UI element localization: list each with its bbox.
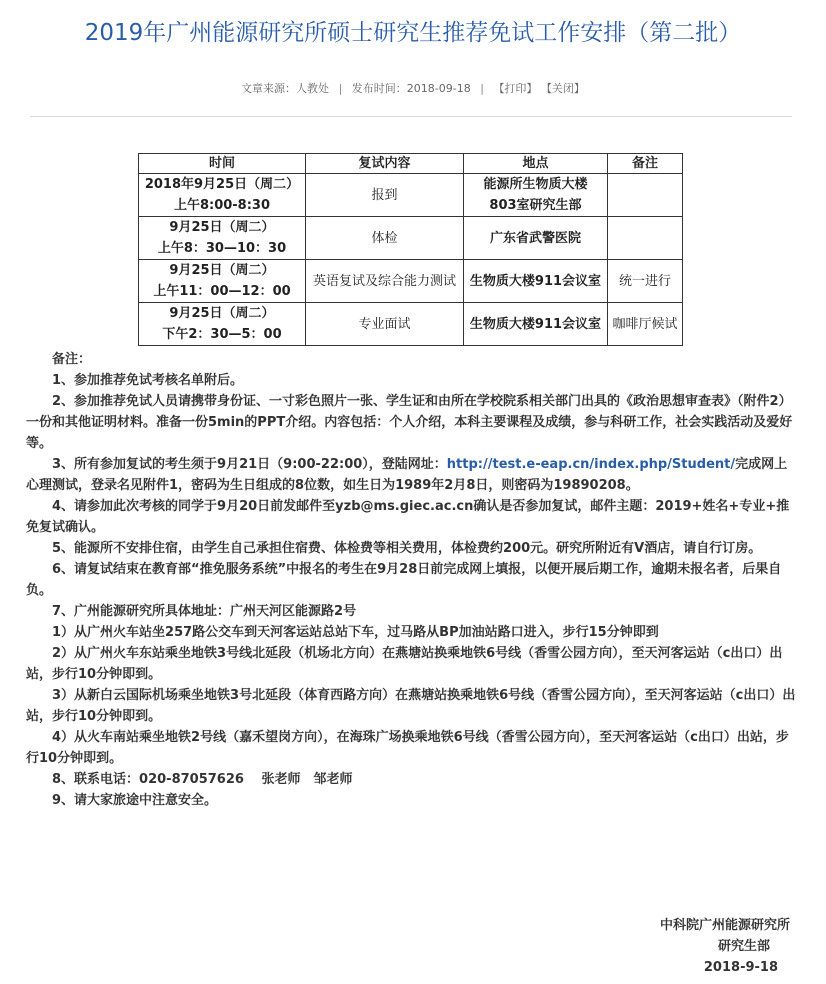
note-item xyxy=(26,454,796,496)
note-cell xyxy=(608,217,683,260)
note-item: 1、参加推荐免试考核名单附后。 xyxy=(52,373,244,388)
place-cell: 广东省武警医院 xyxy=(464,217,608,260)
meta-separator: | xyxy=(480,82,484,95)
note-text: 完成网上心理测试，登录名见附件1，密码为生日组成的8位数，如生日为1989年2月8日，则密码为19890208。 xyxy=(26,457,788,493)
header-content: 复试内容 xyxy=(306,154,464,174)
signature-dept: 研究生部 xyxy=(717,939,770,954)
meta-separator: | xyxy=(338,82,343,95)
time-date: 2018年9月25日（周二） xyxy=(144,177,300,192)
publish-date: 发布时间：2018-09-18 xyxy=(351,82,471,95)
note-item: 7、广州能源研究所具体地址：广州天河区能源路2号 xyxy=(52,604,357,619)
time-date: 9月25日（周二） xyxy=(169,306,275,321)
signature-date: 2018-9-18 xyxy=(703,960,778,975)
close-link[interactable]: 【关闭】 xyxy=(540,82,585,95)
note-text: 3、所有参加复试的考生须于9月21日（9:00-22:00），登陆网址： xyxy=(52,457,447,472)
content-cell: 英语复试及综合能力测试 xyxy=(306,260,464,303)
note-item: 8、联系电话：020-87057626 张老师 邹老师 xyxy=(52,772,353,787)
test-url-link[interactable]: http://test.e-eap.cn/index.php/Student/ xyxy=(446,457,736,472)
table-header-row xyxy=(139,154,683,174)
time-cell xyxy=(139,217,306,260)
place-line: 能源所生物质大楼 xyxy=(483,177,588,192)
place-cell: 生物质大楼911会议室 xyxy=(464,260,608,303)
schedule-table xyxy=(138,153,683,346)
note-item: 5、能源所不安排住宿，由学生自己承担住宿费、体检费等相关费用，体检费约200元。研究所附近有V酒店，请自行订房。 xyxy=(52,541,762,556)
header-time: 时间 xyxy=(139,154,306,174)
time-range: 下午2：30—5：00 xyxy=(162,327,282,342)
article-title: 2019年广州能源研究所硕士研究生推荐免试工作安排（第二批） xyxy=(84,20,742,46)
time-range: 上午11：00—12：00 xyxy=(153,284,291,299)
content-cell: 报到 xyxy=(306,174,464,217)
table-row xyxy=(139,174,683,217)
source-label: 文章来源：人教处 xyxy=(241,82,330,95)
route-item: 1）从广州火车站坐257路公交车到天河客运站总站下车，过马路从BP加油站路口进入，步行15分钟即到 xyxy=(52,625,659,640)
route-item: 2）从广州火车东站乘坐地铁3号线北延段（机场北方向）在燕塘站换乘地铁6号线（香雪公园方向），至天河客运站（c出口）出站，步行10分钟即到。 xyxy=(26,646,783,682)
notes-heading: 备注： xyxy=(52,352,92,367)
place-cell xyxy=(464,174,608,217)
article-meta xyxy=(0,80,826,96)
signature-block xyxy=(660,915,790,978)
place-cell: 生物质大楼911会议室 xyxy=(464,303,608,346)
time-cell xyxy=(139,303,306,346)
title-divider xyxy=(30,116,792,117)
note-cell: 统一进行 xyxy=(608,260,683,303)
note-cell xyxy=(608,174,683,217)
place-line: 803室研究生部 xyxy=(489,198,582,213)
table-row xyxy=(139,260,683,303)
time-cell xyxy=(139,174,306,217)
note-item: 2、参加推荐免试人员请携带身份证、一寸彩色照片一张、学生证和由所在学校院系相关部门出具的《政治思想审查表》（附件2）一份和其他证明材料。准备一份5min的PPT介绍。内容包括：个人介绍，本科主要课程及成绩，参与科研工作，社会实践活动及爱好等。 xyxy=(26,394,793,451)
article-body xyxy=(26,349,796,811)
route-item: 3）从新白云国际机场乘坐地铁3号北延段（体育西路方向）在燕塘站换乘地铁6号线（香雪公园方向），至天河客运站（c出口）出站，步行10分钟即到。 xyxy=(26,688,796,724)
content-cell: 体检 xyxy=(306,217,464,260)
note-item: 9、请大家旅途中注意安全。 xyxy=(52,793,218,808)
route-item: 4）从火车南站乘坐地铁2号线（嘉禾望岗方向），在海珠广场换乘地铁6号线（香雪公园方向），至天河客运站（c出口）出站，步行10分钟即到。 xyxy=(26,730,789,766)
time-range: 上午8：30—10：30 xyxy=(157,241,287,256)
note-item: 4、请参加此次考核的同学于9月20日前发邮件至yzb@ms.giec.ac.cn确认是否参加复试，邮件主题：2019+姓名+专业+推免复试确认。 xyxy=(26,499,790,535)
time-date: 9月25日（周二） xyxy=(169,220,275,235)
print-link[interactable]: 【打印】 xyxy=(493,82,538,95)
time-cell xyxy=(139,260,306,303)
note-cell: 咖啡厅候试 xyxy=(608,303,683,346)
note-item: 6、请复试结束在教育部“推免服务系统”中报名的考生在9月28日前完成网上填报，以便开展后期工作，逾期未报名者，后果自负。 xyxy=(26,562,782,598)
time-range: 上午8:00-8:30 xyxy=(173,198,271,213)
table-row xyxy=(139,217,683,260)
header-place: 地点 xyxy=(464,154,608,174)
signature-org: 中科院广州能源研究所 xyxy=(659,918,790,933)
header-note: 备注 xyxy=(608,154,683,174)
time-date: 9月25日（周二） xyxy=(169,263,275,278)
content-cell: 专业面试 xyxy=(306,303,464,346)
table-row xyxy=(139,303,683,346)
